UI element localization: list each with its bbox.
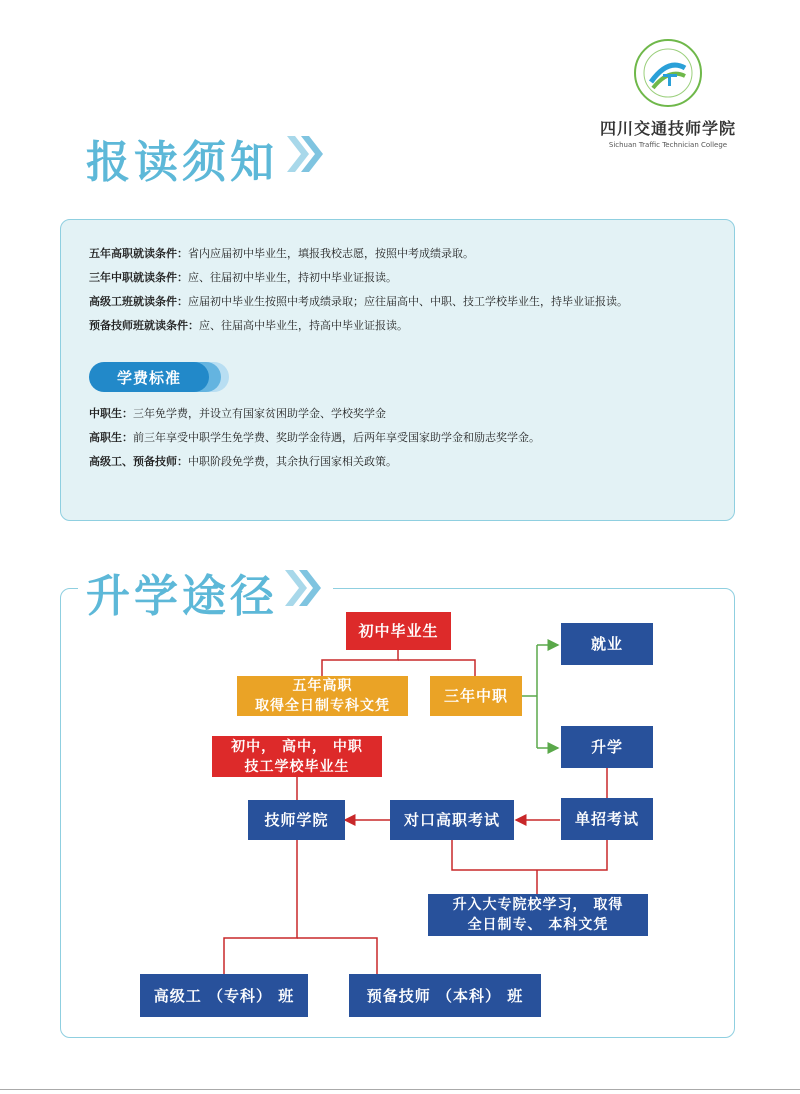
fee-row: 高级工、预备技师：中职阶段免学费，其余执行国家相关政策。 — [89, 455, 397, 468]
node-three-year-vocational: 三年中职 — [430, 676, 522, 716]
node-pre-technician-class: 预备技师 （本科） 班 — [349, 974, 541, 1017]
condition-row: 高级工班就读条件：应届初中毕业生按照中考成绩录取；应往届高中、中职、技工学校毕业生，持毕业证报读。 — [89, 295, 628, 308]
node-senior-worker-class: 高级工 （专科） 班 — [140, 974, 308, 1017]
condition-row: 五年高职就读条件：省内应届初中毕业生，填报我校志愿，按照中考成绩录取。 — [89, 247, 474, 260]
logo-seal-icon — [633, 38, 703, 108]
node-college-result: 升入大专院校学习， 取得 全日制专、 本科文凭 — [428, 894, 648, 936]
fee-standard-title: 学费标准 — [89, 362, 209, 392]
fee-row: 高职生：前三年享受中职学生免学费、奖助学金待遇，后两年享受国家助学金和励志奖学金。 — [89, 431, 540, 444]
node-other-graduates: 初中， 高中， 中职 技工学校毕业生 — [212, 736, 382, 777]
college-logo — [568, 38, 768, 158]
admission-conditions — [89, 242, 719, 338]
section1-title: 报读须知 — [86, 126, 284, 190]
node-single-exam: 单招考试 — [561, 798, 653, 840]
section2-chevron-icon — [283, 568, 333, 608]
node-vocational-exam: 对口高职考试 — [390, 800, 514, 840]
admission-notice-panel — [60, 219, 735, 521]
logo-name-cn: 四川交通技师学院 — [599, 119, 736, 138]
fee-list — [89, 402, 719, 474]
fee-row: 中职生：三年免学费，并设立有国家贫困助学金、学校奖学金 — [89, 407, 386, 420]
node-further-study: 升学 — [561, 726, 653, 768]
logo-name-en: Sichuan Traffic Technician College — [608, 141, 728, 149]
node-five-year-college: 五年高职 取得全日制专科文凭 — [237, 676, 408, 716]
fee-standard-badge — [89, 362, 227, 392]
node-technician-college: 技师学院 — [248, 800, 345, 840]
page-bottom-divider — [0, 1089, 800, 1090]
section2-title: 升学途径 — [78, 560, 284, 624]
section1-chevron-icon — [285, 134, 325, 174]
node-employment: 就业 — [561, 623, 653, 665]
condition-row: 三年中职就读条件：应、往届初中毕业生，持初中毕业证报读。 — [89, 271, 397, 284]
condition-row: 预备技师班就读条件：应、往届高中毕业生，持高中毕业证报读。 — [89, 319, 408, 332]
node-junior-graduates: 初中毕业生 — [346, 612, 451, 650]
